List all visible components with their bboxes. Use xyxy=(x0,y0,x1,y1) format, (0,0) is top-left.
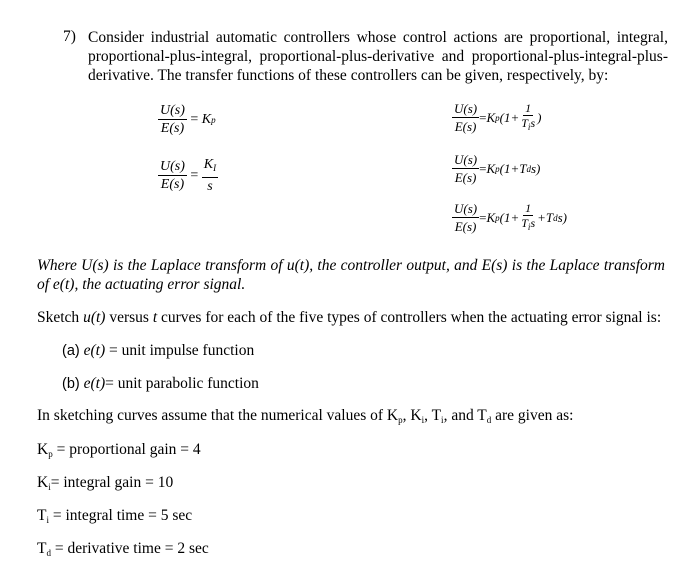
question-text: Consider industrial automatic controllers whose control actions are proportional, integral, proportional-plus-integral, proportional-plus-derivative and proportional-plus-integral-plus-derivative. The transfer functions of these controllers can be given, respectively, by: xyxy=(88,29,668,84)
param-td: $T_d$ = derivative time = 2 sec xyxy=(37,540,209,558)
param-ti: $T_i$ = integral time = 5 sec xyxy=(37,507,193,525)
eq-pid: $\frac{U(s)}{E(s)}$ = K p (1+ $\frac{1}{T_is}$ +T d s) xyxy=(454,201,568,234)
sketch-instruction: Sketch u(t) versus t curves for each of the five types of controllers when the actuating error signal is: xyxy=(37,309,662,326)
option-b: (b) e(t)= unit parabolic function xyxy=(62,375,259,392)
laplace-definition: Where U(s) is the Laplace transform of u(t), the controller output, and E(s) is the Laplace transform of e(t), the actuating error signal. xyxy=(37,257,665,293)
param-kp: $K_p$ = proportional gain = 4 xyxy=(37,441,201,459)
question-number: 7) xyxy=(63,28,76,45)
eq-proportional: $\frac{U(s)}{E(s)}$ = K p xyxy=(160,103,216,136)
eq-integral: $\frac{U(s)}{E(s)}$ = $\frac{K_I}{s}$ xyxy=(160,157,217,194)
assumption-text: In sketching curves assume that the numerical values of $K_p$, $K_i$, $T_i$, and $T_d$ are given as: xyxy=(37,407,574,425)
eq-pi: $\frac{U(s)}{E(s)}$ = K p (1+ $\frac{1}{T_is}$ ) xyxy=(454,101,542,134)
eq-pd: $\frac{U(s)}{E(s)}$ = K p (1+T d s) xyxy=(454,152,541,185)
option-a: (a) e(t) = unit impulse function xyxy=(62,342,255,359)
param-ki: $K_i=$ integral gain = 10 xyxy=(37,474,174,492)
